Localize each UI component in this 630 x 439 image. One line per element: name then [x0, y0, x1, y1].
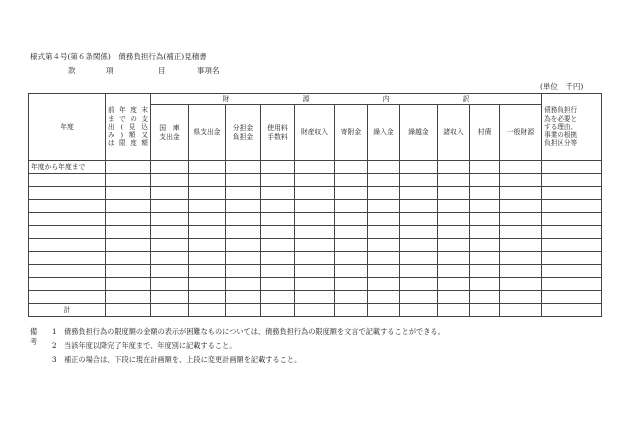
table-cell [106, 187, 151, 200]
header-prev-year-line: み)額又 [108, 131, 148, 140]
table-cell [29, 252, 106, 265]
header-ippan: 一般財源 [500, 105, 542, 161]
header-shoshuunyuu: 諸収入 [438, 105, 470, 161]
table-cell [226, 239, 261, 252]
table-cell [106, 291, 151, 304]
table-cell [438, 239, 470, 252]
table-cell [261, 278, 295, 291]
header-shiyou: 使用料 手数料 [261, 105, 295, 161]
table-cell [335, 278, 368, 291]
table-cell [226, 278, 261, 291]
header-reason-line: 為を必要と [544, 114, 578, 123]
header-reason-line: 負担区分等 [544, 139, 578, 148]
table-cell [295, 200, 335, 213]
zaigen-char: 源 [302, 94, 310, 103]
table-cell [438, 174, 470, 187]
table-cell [151, 187, 189, 200]
table-cell [189, 239, 226, 252]
table-cell [295, 213, 335, 226]
table-cell [189, 226, 226, 239]
table-cell [295, 161, 335, 174]
header-zaisan: 財産収入 [295, 105, 335, 161]
table-cell [400, 187, 438, 200]
table-cell [106, 213, 151, 226]
table-cell [470, 174, 500, 187]
table-cell [542, 278, 602, 291]
table-cell [106, 161, 151, 174]
table-cell [542, 187, 602, 200]
table-cell [29, 226, 106, 239]
table-row [29, 252, 602, 265]
table-cell [29, 278, 106, 291]
table-cell [189, 278, 226, 291]
table-cell [470, 278, 500, 291]
table-cell [400, 278, 438, 291]
header-prev-year-amount [106, 94, 151, 161]
table-cell [335, 174, 368, 187]
table-cell [106, 304, 151, 317]
header-prev-year-line: 出(見込 [108, 122, 148, 131]
header-kifu: 寄附金 [335, 105, 368, 161]
table-cell [542, 265, 602, 278]
subtitle-moku: 目 [158, 66, 166, 75]
table-cell [470, 200, 500, 213]
note-number: 2 [52, 341, 57, 350]
header-kuriire: 繰入金 [368, 105, 400, 161]
note-text: 債務負担行為の限度額の金額の表示が困難なものについては、債務負担行為の限度額を文言で記載することができる。 [64, 327, 445, 336]
table-cell [226, 187, 261, 200]
table-cell [470, 265, 500, 278]
table-row [29, 187, 602, 200]
table-cell [335, 304, 368, 317]
table-cell [470, 187, 500, 200]
table-row [29, 291, 602, 304]
subtitle-jikoumei: 事項名 [197, 66, 220, 75]
table-cell [29, 291, 106, 304]
table-cell [542, 213, 602, 226]
table-cell [500, 187, 542, 200]
table-cell [542, 304, 602, 317]
note-text: 補正の場合は、下段に現在計画額を、上段に変更計画額を記載すること。 [64, 355, 302, 364]
table-cell [400, 226, 438, 239]
table-cell [500, 291, 542, 304]
table-cell [226, 200, 261, 213]
table-cell [29, 200, 106, 213]
table-cell [400, 304, 438, 317]
table-cell [261, 174, 295, 187]
table-cell [151, 278, 189, 291]
form-title: 様式第４号(第６条関係) 債務負担行為(補正)見積書 [30, 52, 207, 61]
table-cell [295, 174, 335, 187]
table-cell [368, 291, 400, 304]
table-cell [400, 239, 438, 252]
table-cell [470, 239, 500, 252]
table-cell [368, 265, 400, 278]
table-cell [261, 291, 295, 304]
table-cell [335, 265, 368, 278]
table-cell [151, 304, 189, 317]
header-sonsai: 村債 [470, 105, 500, 161]
table-cell [106, 174, 151, 187]
zaigen-char: 訳 [462, 94, 470, 103]
year-range-cell: 年度から年度まで [29, 161, 106, 174]
table-cell [295, 265, 335, 278]
table-cell [500, 278, 542, 291]
table-cell [151, 265, 189, 278]
table-cell [368, 213, 400, 226]
table-cell [29, 213, 106, 226]
header-buntan: 分担金 負担金 [226, 105, 261, 161]
table-cell [189, 174, 226, 187]
table-cell [189, 200, 226, 213]
zaigen-char: 財 [222, 94, 230, 103]
table-cell [470, 291, 500, 304]
header-year: 年度 [29, 94, 106, 161]
table-cell [400, 265, 438, 278]
header-reason [542, 94, 602, 161]
table-cell [295, 278, 335, 291]
table-cell [470, 252, 500, 265]
table-cell [261, 213, 295, 226]
note-number: 3 [52, 355, 57, 364]
table-cell [335, 239, 368, 252]
table-cell [400, 213, 438, 226]
table-cell [189, 252, 226, 265]
table-cell [151, 161, 189, 174]
table-cell [438, 265, 470, 278]
table-cell [368, 304, 400, 317]
table-cell [500, 161, 542, 174]
table-cell [438, 187, 470, 200]
table-cell [335, 161, 368, 174]
table-cell [500, 239, 542, 252]
table-cell [151, 200, 189, 213]
table-cell [189, 291, 226, 304]
table-cell [438, 304, 470, 317]
table-cell [542, 200, 602, 213]
notes-label: 備考 [30, 327, 38, 346]
table-cell [335, 252, 368, 265]
table-cell [106, 239, 151, 252]
header-prev-year-line: までの支 [108, 114, 148, 123]
table-cell [226, 304, 261, 317]
table-cell [106, 265, 151, 278]
table-cell [500, 304, 542, 317]
table-cell [261, 239, 295, 252]
zaigen-char: 内 [382, 94, 390, 103]
table-cell [106, 200, 151, 213]
table-row [29, 278, 602, 291]
table-cell [226, 213, 261, 226]
table-cell [500, 226, 542, 239]
table-cell [542, 239, 602, 252]
table-cell [500, 252, 542, 265]
table-cell [500, 200, 542, 213]
table-cell [261, 226, 295, 239]
header-reason-line: 債務負担行 [544, 106, 578, 115]
table-cell [542, 174, 602, 187]
table-cell [226, 226, 261, 239]
total-label: 計 [29, 304, 106, 317]
table-cell [400, 291, 438, 304]
table-cell [261, 161, 295, 174]
table-cell [295, 252, 335, 265]
table-cell [438, 200, 470, 213]
header-prev-year-line: は限度額 [108, 139, 148, 148]
table-cell [29, 174, 106, 187]
table-cell [151, 174, 189, 187]
table-cell [261, 187, 295, 200]
table-cell [500, 265, 542, 278]
table-cell [368, 161, 400, 174]
table-cell [189, 304, 226, 317]
table-row-first [29, 161, 602, 174]
subtitle-kan: 款 [68, 66, 76, 75]
table-cell [151, 213, 189, 226]
table-cell [470, 213, 500, 226]
table-row [29, 213, 602, 226]
table-cell [470, 226, 500, 239]
table-cell [261, 304, 295, 317]
table-cell [438, 161, 470, 174]
table-cell [295, 291, 335, 304]
estimate-table [28, 93, 602, 317]
table-cell [151, 239, 189, 252]
note-text: 当該年度以降完了年度まで、年度別に記載すること。 [64, 341, 237, 350]
table-row [29, 265, 602, 278]
table-cell [400, 161, 438, 174]
table-row [29, 239, 602, 252]
table-cell [151, 252, 189, 265]
table-cell [226, 291, 261, 304]
table-cell [295, 226, 335, 239]
total-row [29, 304, 602, 317]
table-cell [226, 252, 261, 265]
header-reason-line: 事業の根拠 [544, 131, 578, 140]
table-cell [151, 291, 189, 304]
table-cell [295, 187, 335, 200]
table-cell [226, 174, 261, 187]
table-cell [400, 200, 438, 213]
table-cell [29, 265, 106, 278]
subtitle-kou: 項 [106, 66, 114, 75]
table-cell [368, 174, 400, 187]
table-cell [295, 304, 335, 317]
table-cell [106, 226, 151, 239]
note-item [52, 327, 445, 337]
table-cell [500, 174, 542, 187]
table-cell [368, 278, 400, 291]
note-number: 1 [52, 327, 57, 336]
table-cell [261, 200, 295, 213]
header-prev-year-line: 前年度末 [108, 106, 148, 115]
header-zaigen-group [151, 94, 542, 105]
table-cell [335, 187, 368, 200]
table-cell [226, 265, 261, 278]
table-cell [189, 213, 226, 226]
table-cell [470, 161, 500, 174]
header-ken: 県支出金 [189, 105, 226, 161]
unit-label: (単位 千円) [540, 82, 584, 91]
note-item [52, 355, 301, 365]
header-kurikoshi: 繰越金 [400, 105, 438, 161]
table-cell [189, 187, 226, 200]
table-cell [295, 239, 335, 252]
table-cell [189, 161, 226, 174]
table-cell [438, 213, 470, 226]
table-cell [226, 161, 261, 174]
subtitle-row [68, 67, 220, 75]
table-cell [335, 226, 368, 239]
table-cell [368, 252, 400, 265]
table-row [29, 226, 602, 239]
header-kokko: 国 庫 支出金 [151, 105, 189, 161]
table-cell [438, 252, 470, 265]
table-cell [542, 291, 602, 304]
note-item [52, 341, 236, 351]
table-cell [335, 291, 368, 304]
table-cell [368, 187, 400, 200]
table-cell [106, 278, 151, 291]
table-cell [151, 226, 189, 239]
table-row [29, 200, 602, 213]
table-cell [542, 252, 602, 265]
table-cell [261, 265, 295, 278]
table-cell [470, 304, 500, 317]
table-cell [29, 239, 106, 252]
table-cell [189, 265, 226, 278]
header-reason-line: する理由、 [544, 122, 578, 131]
table-cell [261, 252, 295, 265]
table-cell [106, 252, 151, 265]
table-cell [368, 200, 400, 213]
table-cell [335, 200, 368, 213]
table-cell [542, 226, 602, 239]
table-cell [368, 226, 400, 239]
table-cell [542, 161, 602, 174]
table-cell [400, 252, 438, 265]
table-cell [438, 291, 470, 304]
table-cell [400, 174, 438, 187]
table-cell [500, 213, 542, 226]
table-cell [438, 226, 470, 239]
table-cell [438, 278, 470, 291]
table-cell [29, 187, 106, 200]
table-cell [368, 239, 400, 252]
table-row [29, 174, 602, 187]
table-cell [335, 213, 368, 226]
